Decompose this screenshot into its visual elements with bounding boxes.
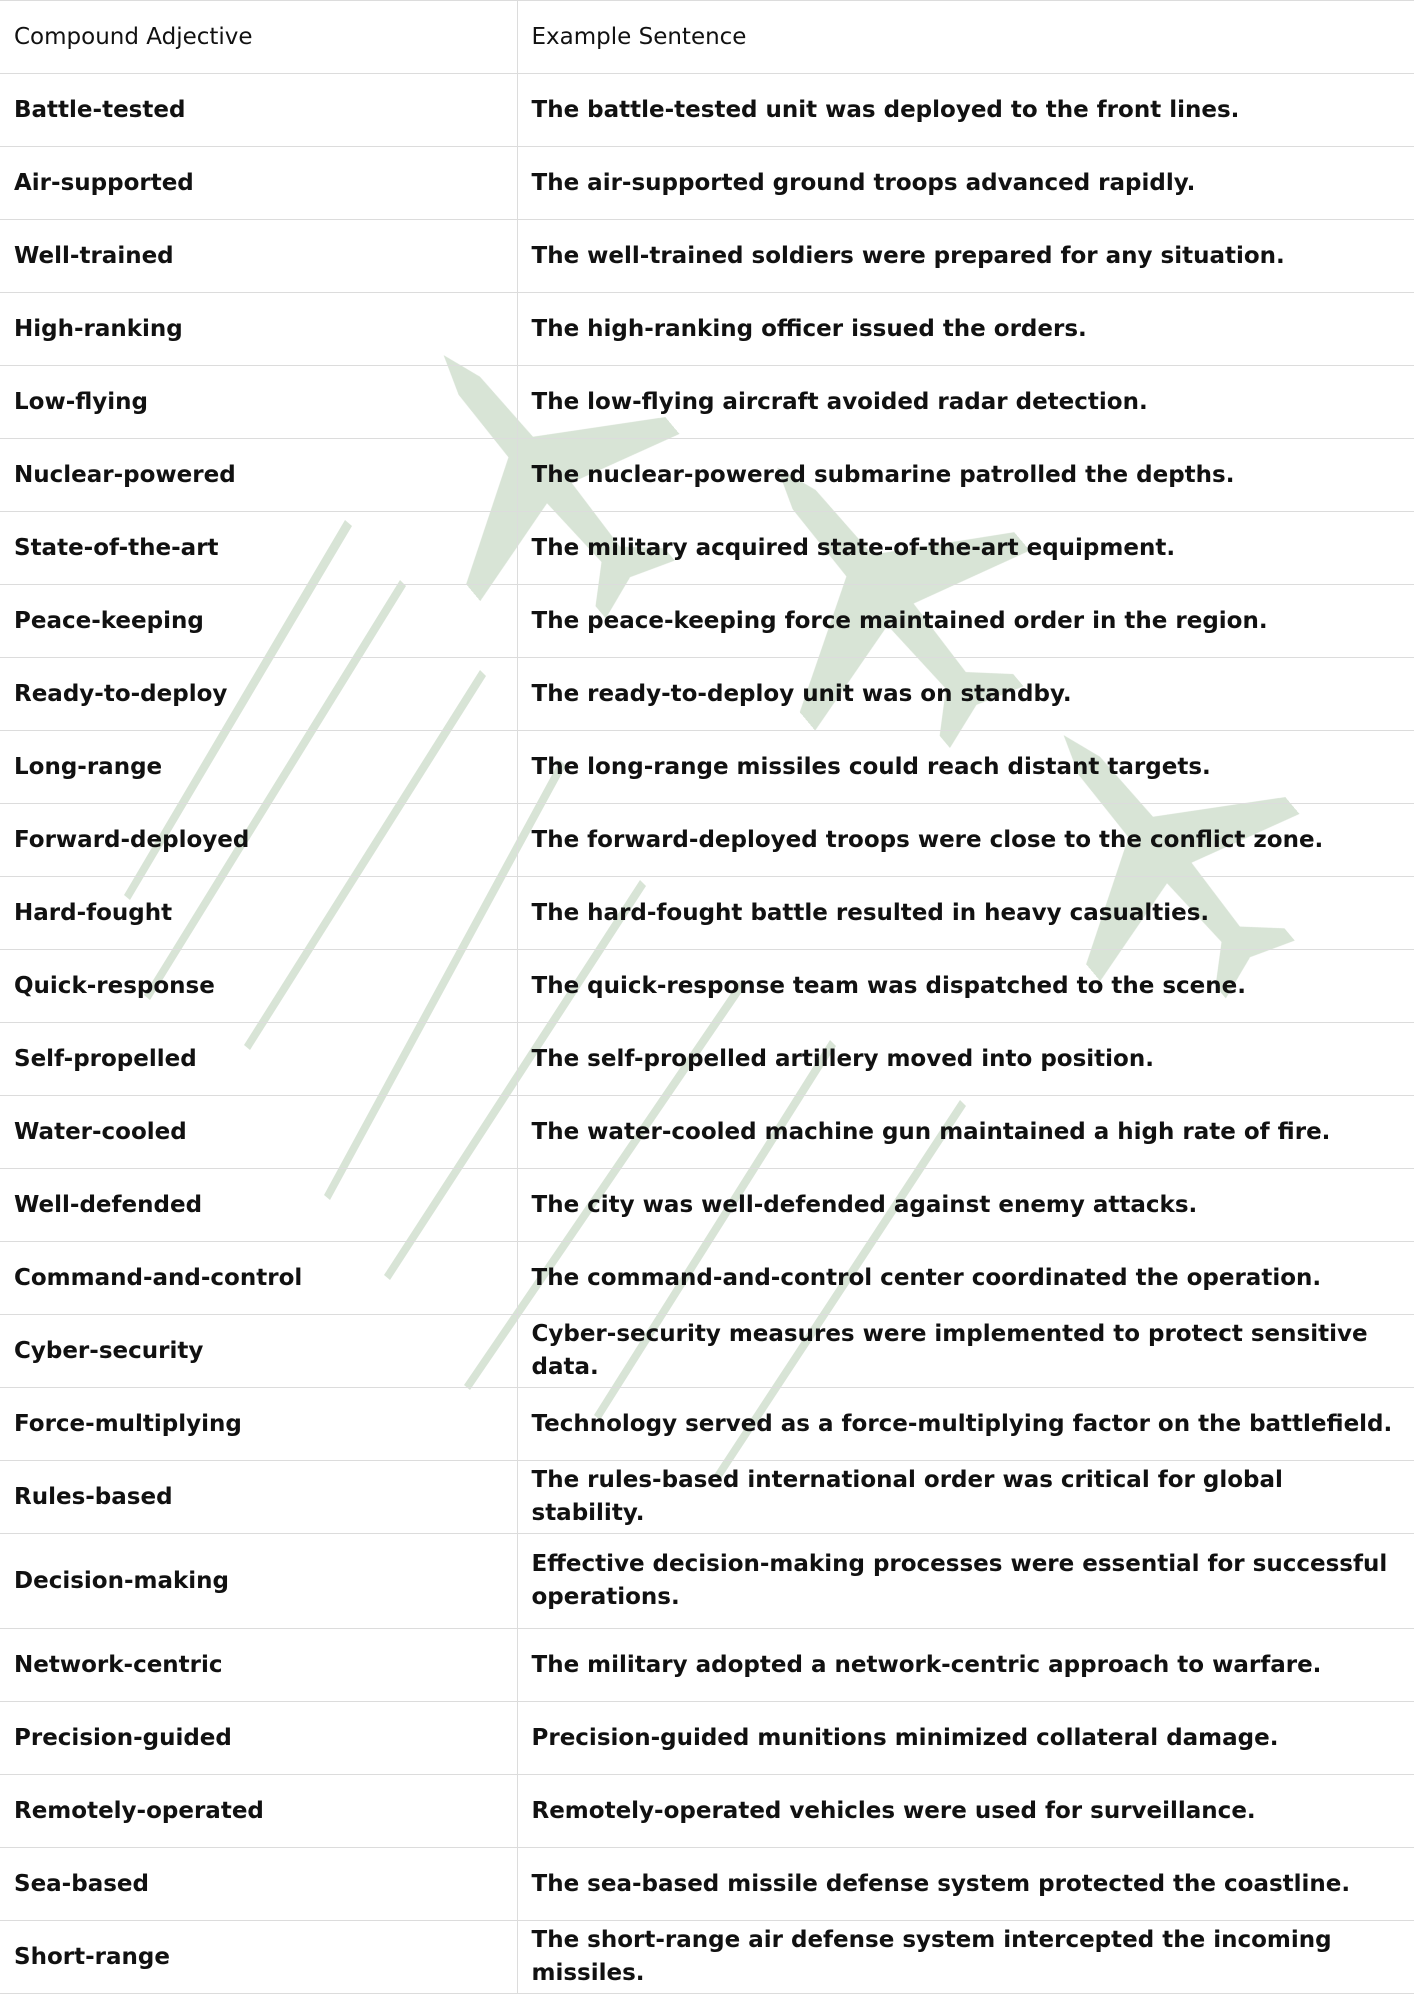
adjective-cell: Nuclear-powered [0,439,517,512]
sentence-cell: The water-cooled machine gun maintained a high rate of fire. [517,1096,1414,1169]
adjective-cell: Well-trained [0,220,517,293]
adjective-cell: Force-multiplying [0,1388,517,1461]
table-row [0,731,1414,804]
sentence-cell: Precision-guided munitions minimized collateral damage. [517,1702,1414,1775]
adjective-cell: Low-flying [0,366,517,439]
adjective-cell: Self-propelled [0,1023,517,1096]
adjective-cell: Network-centric [0,1629,517,1702]
sentence-cell: Remotely-operated vehicles were used for surveillance. [517,1775,1414,1848]
adjective-cell: Rules-based [0,1461,517,1534]
table-row [0,74,1414,147]
table-row [0,950,1414,1023]
sentence-cell: Effective decision-making processes were essential for successful operations. [517,1534,1414,1629]
adjective-cell: Air-supported [0,147,517,220]
adjective-cell: Precision-guided [0,1702,517,1775]
sentence-cell: The command-and-control center coordinated the operation. [517,1242,1414,1315]
table-row [0,585,1414,658]
sentence-cell: The air-supported ground troops advanced rapidly. [517,147,1414,220]
adjective-cell: Battle-tested [0,74,517,147]
table-row [0,804,1414,877]
sentence-cell: The short-range air defense system intercepted the incoming missiles. [517,1921,1414,1994]
table-row [0,220,1414,293]
adjective-cell: Quick-response [0,950,517,1023]
sentence-cell: The forward-deployed troops were close to the conflict zone. [517,804,1414,877]
table-row [0,1921,1414,1994]
adjective-cell: High-ranking [0,293,517,366]
table-row [0,1629,1414,1702]
table-row [0,1848,1414,1921]
adjective-cell: Long-range [0,731,517,804]
adjective-cell: Decision-making [0,1534,517,1629]
sentence-cell: The sea-based missile defense system protected the coastline. [517,1848,1414,1921]
sentence-cell: The military adopted a network-centric approach to warfare. [517,1629,1414,1702]
sentence-cell: The low-flying aircraft avoided radar detection. [517,366,1414,439]
sentence-cell: The self-propelled artillery moved into position. [517,1023,1414,1096]
table-row [0,1023,1414,1096]
table-row [0,293,1414,366]
adjective-cell: Ready-to-deploy [0,658,517,731]
sentence-cell: Cyber-security measures were implemented to protect sensitive data. [517,1315,1414,1388]
table-header-row [0,1,1414,74]
adjective-cell: Forward-deployed [0,804,517,877]
sentence-cell: The city was well-defended against enemy attacks. [517,1169,1414,1242]
table-row [0,1169,1414,1242]
sentence-cell: The long-range missiles could reach distant targets. [517,731,1414,804]
table-row [0,658,1414,731]
sentence-cell: The peace-keeping force maintained order in the region. [517,585,1414,658]
adjective-cell: Cyber-security [0,1315,517,1388]
sentence-cell: The battle-tested unit was deployed to the front lines. [517,74,1414,147]
sentence-cell: Technology served as a force-multiplying factor on the battlefield. [517,1388,1414,1461]
table-row [0,1388,1414,1461]
sentence-cell: The nuclear-powered submarine patrolled the depths. [517,439,1414,512]
table-row [0,147,1414,220]
adjective-cell: Hard-fought [0,877,517,950]
table-row [0,1315,1414,1388]
adjective-cell: State-of-the-art [0,512,517,585]
adjective-cell: Sea-based [0,1848,517,1921]
sentence-cell: The ready-to-deploy unit was on standby. [517,658,1414,731]
adjective-cell: Command-and-control [0,1242,517,1315]
adjective-cell: Water-cooled [0,1096,517,1169]
table-row [0,1461,1414,1534]
table-row [0,877,1414,950]
sentence-cell: The high-ranking officer issued the orders. [517,293,1414,366]
adjective-cell: Short-range [0,1921,517,1994]
adjective-cell: Peace-keeping [0,585,517,658]
table-row [0,439,1414,512]
sentence-cell: The quick-response team was dispatched to the scene. [517,950,1414,1023]
table-row [0,1702,1414,1775]
table-row [0,512,1414,585]
table-row [0,1534,1414,1629]
sentence-cell: The military acquired state-of-the-art equipment. [517,512,1414,585]
sentence-cell: The well-trained soldiers were prepared for any situation. [517,220,1414,293]
header-example-sentence: Example Sentence [517,1,1414,74]
table-row [0,1096,1414,1169]
adjective-cell: Remotely-operated [0,1775,517,1848]
sentence-cell: The rules-based international order was critical for global stability. [517,1461,1414,1534]
adjective-cell: Well-defended [0,1169,517,1242]
table-row [0,1242,1414,1315]
sentence-cell: The hard-fought battle resulted in heavy casualties. [517,877,1414,950]
table-row [0,366,1414,439]
table-row [0,1775,1414,1848]
header-compound-adjective: Compound Adjective [0,1,517,74]
